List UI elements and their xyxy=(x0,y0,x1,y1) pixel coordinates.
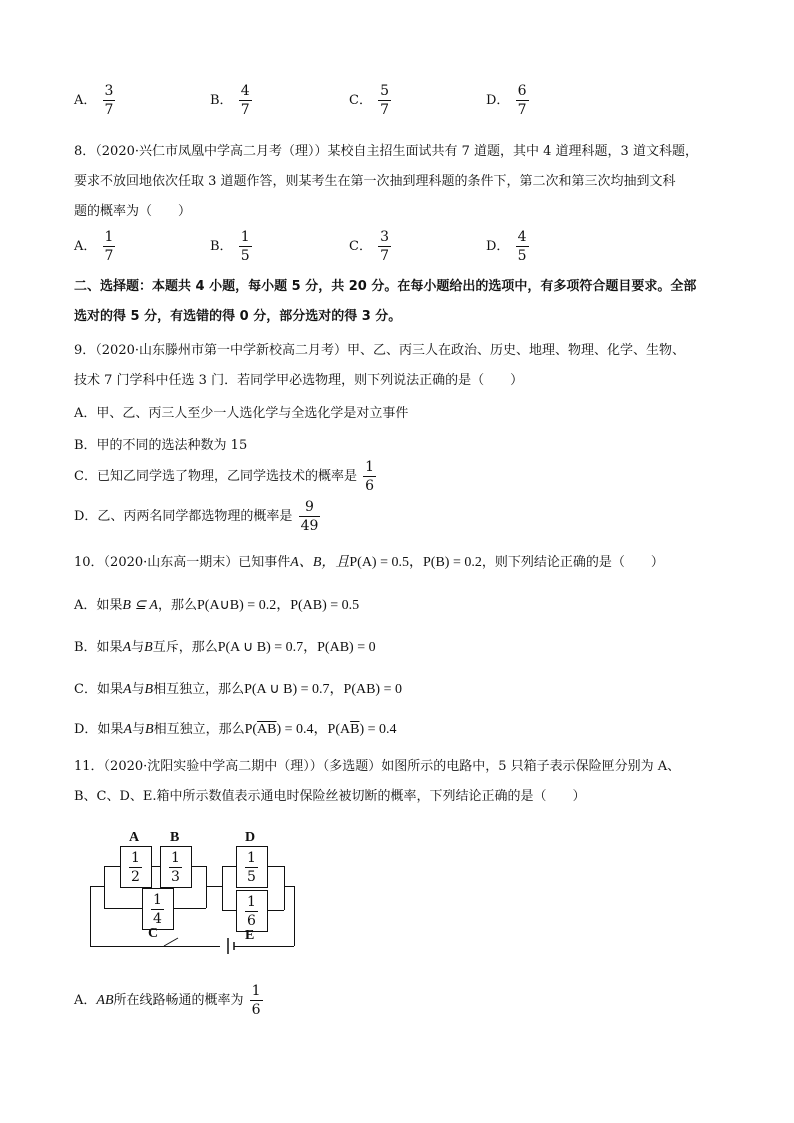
fuse-box-b: $\frac{1}{3}$ xyxy=(160,846,192,888)
q9-option-a[interactable]: A．甲、乙、丙三人至少一人选化学与全选化学是对立事件 xyxy=(74,406,409,421)
wire xyxy=(172,908,206,909)
fraction: $\frac{1}{6}$ xyxy=(251,983,261,1018)
switch-battery xyxy=(150,930,250,960)
q9-option-c[interactable]: C．已知乙同学选了物理，乙同学选技术的概率是 $\frac{1}{6}$ xyxy=(74,459,375,494)
q10-stem: 10．（2020·山东高一期末）已知事件A、B，且P(A) = 0.5，P(B) = 0.2，则下列结论正确的是（ ） xyxy=(74,555,664,570)
fraction: $\frac{1}{6}$ xyxy=(365,459,375,494)
wire xyxy=(104,866,105,908)
fraction: $\frac{3}{7}$ xyxy=(104,83,114,118)
fraction: $\frac{5}{7}$ xyxy=(380,83,390,118)
q8-option-c[interactable]: C． $\frac{3}{7}$ xyxy=(349,229,390,264)
q9-option-d[interactable]: D．乙、丙两名同学都选物理的概率是 $\frac{9}{49}$ xyxy=(74,499,319,534)
switch-lever xyxy=(164,938,178,946)
fuse-box-a: $\frac{1}{2}$ xyxy=(120,846,152,888)
label-b: B xyxy=(170,830,180,845)
q10-option-d[interactable]: D．如果A与B相互独立，那么$P(\overline{AB}) = 0.4$，$P(A\overline{B}) = 0.4$ xyxy=(74,722,397,737)
q10-option-a[interactable]: A．如果B ⊆ A，那么P(A∪B) = 0.2，P(AB) = 0.5 xyxy=(74,598,360,613)
fuse-box-e: $\frac{1}{6}$ xyxy=(236,890,268,932)
wire xyxy=(284,866,285,910)
q8-stem: 8．（2020·兴仁市凤凰中学高二月考（理））某校自主招生面试共有 7 道题，其中 4 道理科题，3 道文科题， 要求不放回地依次任取 3 道题作答，则某考生在第一次抽到理科题的条件下，第二次和第三次均抽到文科 题的概率为（ ） xyxy=(74,144,698,219)
wire xyxy=(90,886,91,946)
overline-ab: $\overline{AB}$ xyxy=(257,722,277,737)
q7-option-b[interactable] xyxy=(210,84,254,117)
wire xyxy=(266,910,284,911)
q11-stem: 11．（2020·沈阳实验中学高二期中（理））（多选题）如图所示的电路中，5 只箱子表示保险匣分别为 A、 B、C、D、E.箱中所示数值表示通电时保险丝被切断的概率，下列结论正确的是（ ） xyxy=(74,759,681,804)
fraction: $\frac{1}{5}$ xyxy=(240,229,250,264)
q8-option-d[interactable]: D． $\frac{4}{5}$ xyxy=(486,229,527,264)
wire xyxy=(206,866,207,908)
option-label: D． xyxy=(486,93,510,108)
fraction: $\frac{3}{7}$ xyxy=(380,229,390,264)
wire xyxy=(90,886,104,887)
label-e: E xyxy=(245,928,255,943)
wire xyxy=(222,866,236,867)
fraction: $\frac{1}{7}$ xyxy=(104,229,114,264)
wire xyxy=(190,866,206,867)
wire xyxy=(206,886,222,887)
section-2-heading: 二、选择题：本题共 4 小题，每小题 5 分，共 20 分。在每小题给出的选项中，有多项符合题目要求。全部 选对的得 5 分，有选错的得 0 分，部分选对的得 3 分。 xyxy=(74,279,697,324)
q8-option-a[interactable]: A． $\frac{1}{7}$ xyxy=(74,229,114,264)
fraction: $\frac{4}{5}$ xyxy=(517,229,527,264)
wire xyxy=(222,910,236,911)
label-d: D xyxy=(245,830,256,845)
wire xyxy=(104,866,120,867)
label-a: A xyxy=(129,830,140,845)
option-label: C． xyxy=(349,93,372,108)
q7-option-c[interactable] xyxy=(349,84,393,117)
option-label: B． xyxy=(210,93,233,108)
wire xyxy=(104,908,142,909)
fuse-box-d: $\frac{1}{5}$ xyxy=(236,846,268,888)
q7-option-a[interactable] xyxy=(74,84,117,117)
q8-option-b[interactable]: B． $\frac{1}{5}$ xyxy=(210,229,250,264)
fraction: $\frac{4}{7}$ xyxy=(240,83,250,118)
q9-option-b[interactable]: B．甲的不同的选法种数为 15 xyxy=(74,438,248,453)
wire xyxy=(294,886,295,946)
fraction: $\frac{9}{49}$ xyxy=(300,499,319,534)
q7-option-d[interactable] xyxy=(486,84,531,117)
fraction: $\frac{6}{7}$ xyxy=(517,83,527,118)
q10-option-c[interactable]: C．如果A与B相互独立，那么P(A ∪ B) = 0.7，P(AB) = 0 xyxy=(74,682,402,697)
q9-stem: 9．（2020·山东滕州市第一中学新校高二月考）甲、乙、丙三人在政治、历史、地理、物理、化学、生物、 技术 7 门学科中任选 3 门．若同学甲必选物理，则下列说法正确的是（ ） xyxy=(74,343,685,388)
fuse-box-c: $\frac{1}{4}$ xyxy=(142,888,174,930)
wire xyxy=(222,866,223,910)
wire xyxy=(266,866,284,867)
overline-b: $\overline{B}$ xyxy=(350,722,360,737)
label-c: C xyxy=(148,926,159,941)
q10-option-b[interactable]: B．如果A与B互斥，那么P(A ∪ B) = 0.7，P(AB) = 0 xyxy=(74,640,376,655)
q11-option-a[interactable]: A．AB所在线路畅通的概率为 $\frac{1}{6}$ xyxy=(74,983,261,1018)
wire xyxy=(284,886,294,887)
option-label: A． xyxy=(74,93,97,108)
